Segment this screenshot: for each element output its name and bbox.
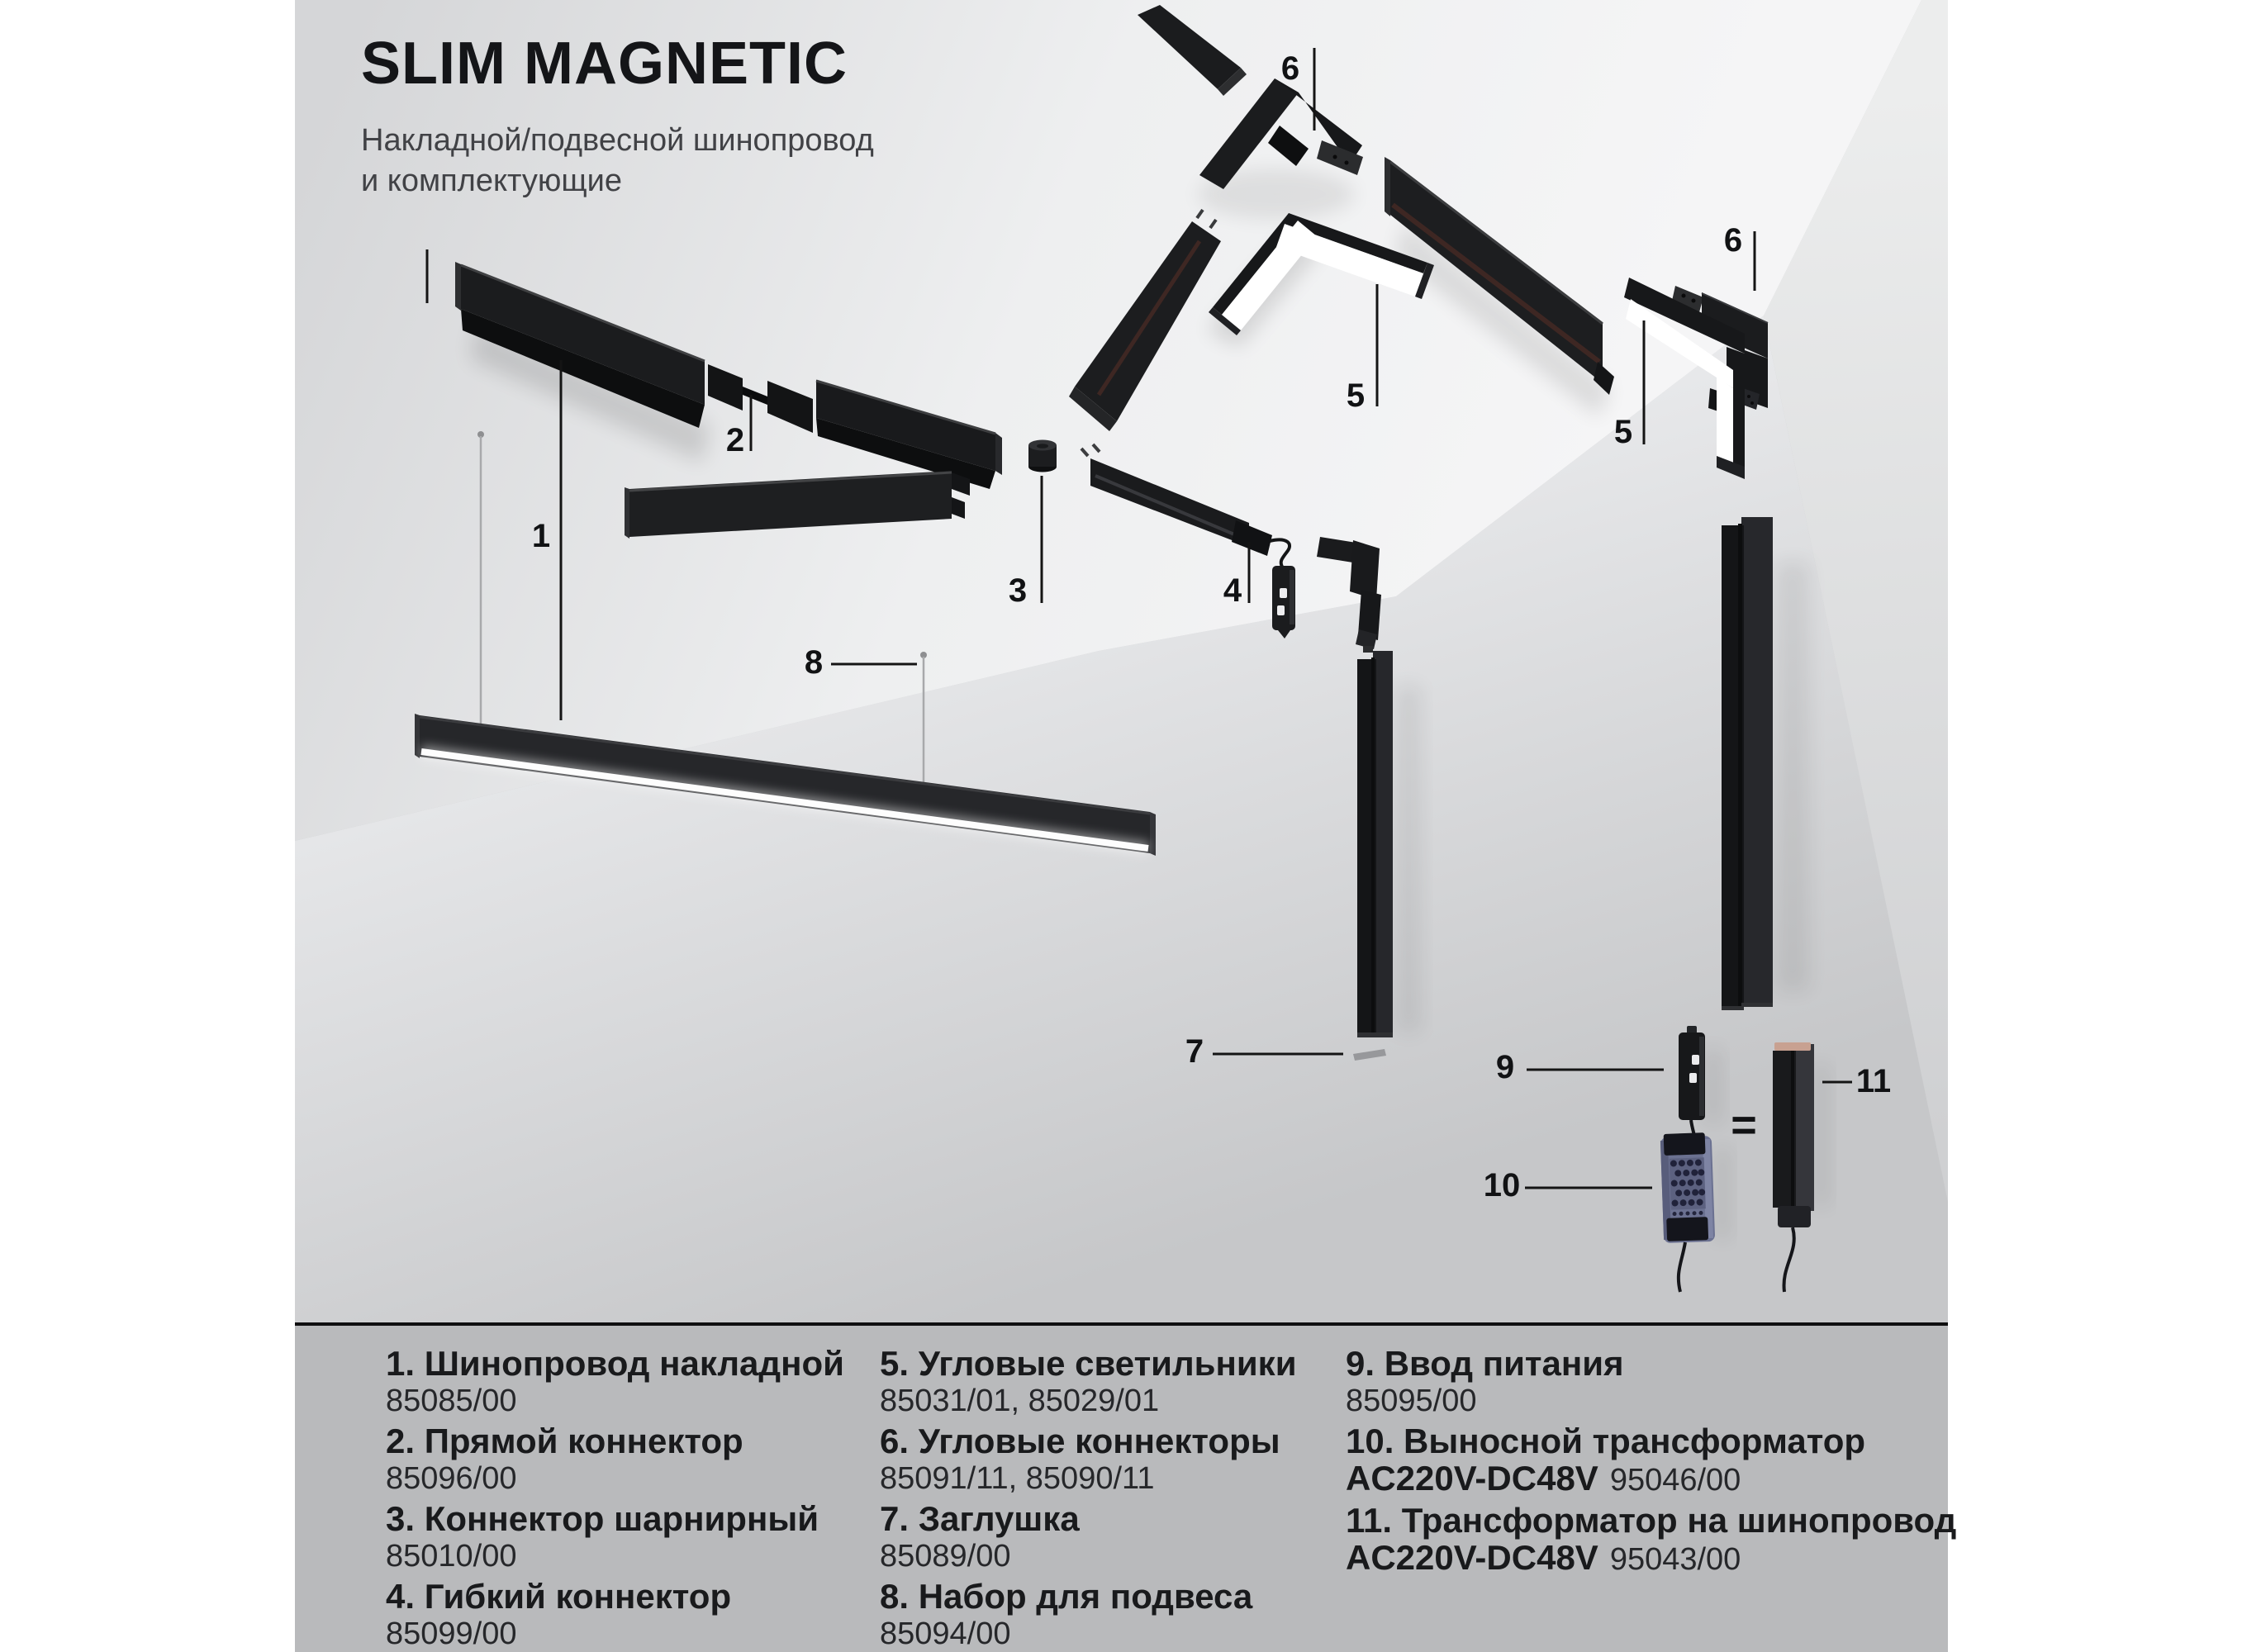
legend-item-4 <box>386 1577 844 1651</box>
legend-item-title: 10. Выносной трансформатор <box>1346 1422 1866 1460</box>
legend-item-code: 85085/00 <box>386 1384 517 1418</box>
legend-item-title: 2. Прямой коннектор <box>386 1422 743 1460</box>
legend <box>295 1322 1957 1652</box>
legend-item-8 <box>880 1577 1297 1651</box>
page-title: SLIM MAGNETIC <box>361 31 848 97</box>
legend-item-code: 85096/00 <box>386 1461 517 1496</box>
callout-3-label: 3 <box>1008 572 1028 609</box>
legend-item-code: 85010/00 <box>386 1539 517 1574</box>
legend-item-title: 4. Гибкий коннектор <box>386 1577 732 1616</box>
legend-column-3 <box>1346 1344 1956 1580</box>
subtitle-line-2: и комплектующие <box>361 164 622 198</box>
callout-1-label: 1 <box>531 518 551 554</box>
wall-track-left <box>1357 646 1393 1037</box>
legend-item-title: 6. Угловые коннекторы <box>880 1422 1280 1460</box>
legend-item-code: AC220V-DC48V 95046/00 <box>1346 1459 1741 1498</box>
legend-item-title: 1. Шинопровод накладной <box>386 1344 844 1383</box>
legend-item-6 <box>880 1422 1297 1496</box>
legend-item-1 <box>386 1344 844 1418</box>
callout-9-label: 9 <box>1495 1049 1515 1085</box>
hinged-connector <box>1028 440 1057 472</box>
callout-10-label: 10 <box>1483 1167 1521 1203</box>
legend-item-10 <box>1346 1422 1956 1498</box>
legend-item-7 <box>880 1499 1297 1574</box>
legend-item-9 <box>1346 1344 1956 1418</box>
legend-item-code: 85089/00 <box>880 1539 1011 1574</box>
legend-item-5 <box>880 1344 1297 1418</box>
legend-item-title: 5. Угловые светильники <box>880 1344 1297 1383</box>
legend-item-3 <box>386 1499 844 1574</box>
callout-6b-label: 6 <box>1723 222 1743 259</box>
page-subtitle <box>361 121 874 202</box>
callout-8-label: 8 <box>804 644 824 681</box>
callout-7-label: 7 <box>1185 1033 1204 1070</box>
legend-item-code: AC220V-DC48V 95043/00 <box>1346 1538 1741 1577</box>
subtitle-line-1: Накладной/подвесной шинопровод <box>361 123 874 158</box>
legend-column-2 <box>880 1344 1297 1652</box>
callout-4-label: 4 <box>1223 572 1242 609</box>
wall-track-right <box>1722 517 1773 1010</box>
legend-item-code: 85031/01, 85029/01 <box>880 1384 1160 1418</box>
legend-item-title: 3. Коннектор шарнирный <box>386 1499 819 1538</box>
legend-item-code: 85091/11, 85090/11 <box>880 1461 1155 1496</box>
legend-item-2 <box>386 1422 844 1496</box>
legend-item-code: 85099/00 <box>386 1616 517 1651</box>
external-transformer <box>1660 1132 1716 1243</box>
legend-item-title: 8. Набор для подвеса <box>880 1577 1253 1616</box>
callout-5a-label: 5 <box>1346 377 1366 414</box>
legend-item-11 <box>1346 1501 1956 1577</box>
legend-column-1 <box>386 1344 844 1652</box>
equals-sign: = <box>1731 1100 1757 1150</box>
callout-6a-label: 6 <box>1280 50 1300 87</box>
legend-item-title: 11. Трансформатор на шинопровод <box>1346 1501 1957 1540</box>
legend-item-title: 9. Ввод питания <box>1346 1344 1624 1383</box>
callout-11-label: 11 <box>1855 1063 1892 1099</box>
legend-item-code: 85095/00 <box>1346 1384 1477 1418</box>
callout-5b-label: 5 <box>1613 414 1633 450</box>
callout-2-label: 2 <box>725 422 745 458</box>
legend-item-title: 7. Заглушка <box>880 1499 1080 1538</box>
legend-item-code: 85094/00 <box>880 1616 1011 1651</box>
